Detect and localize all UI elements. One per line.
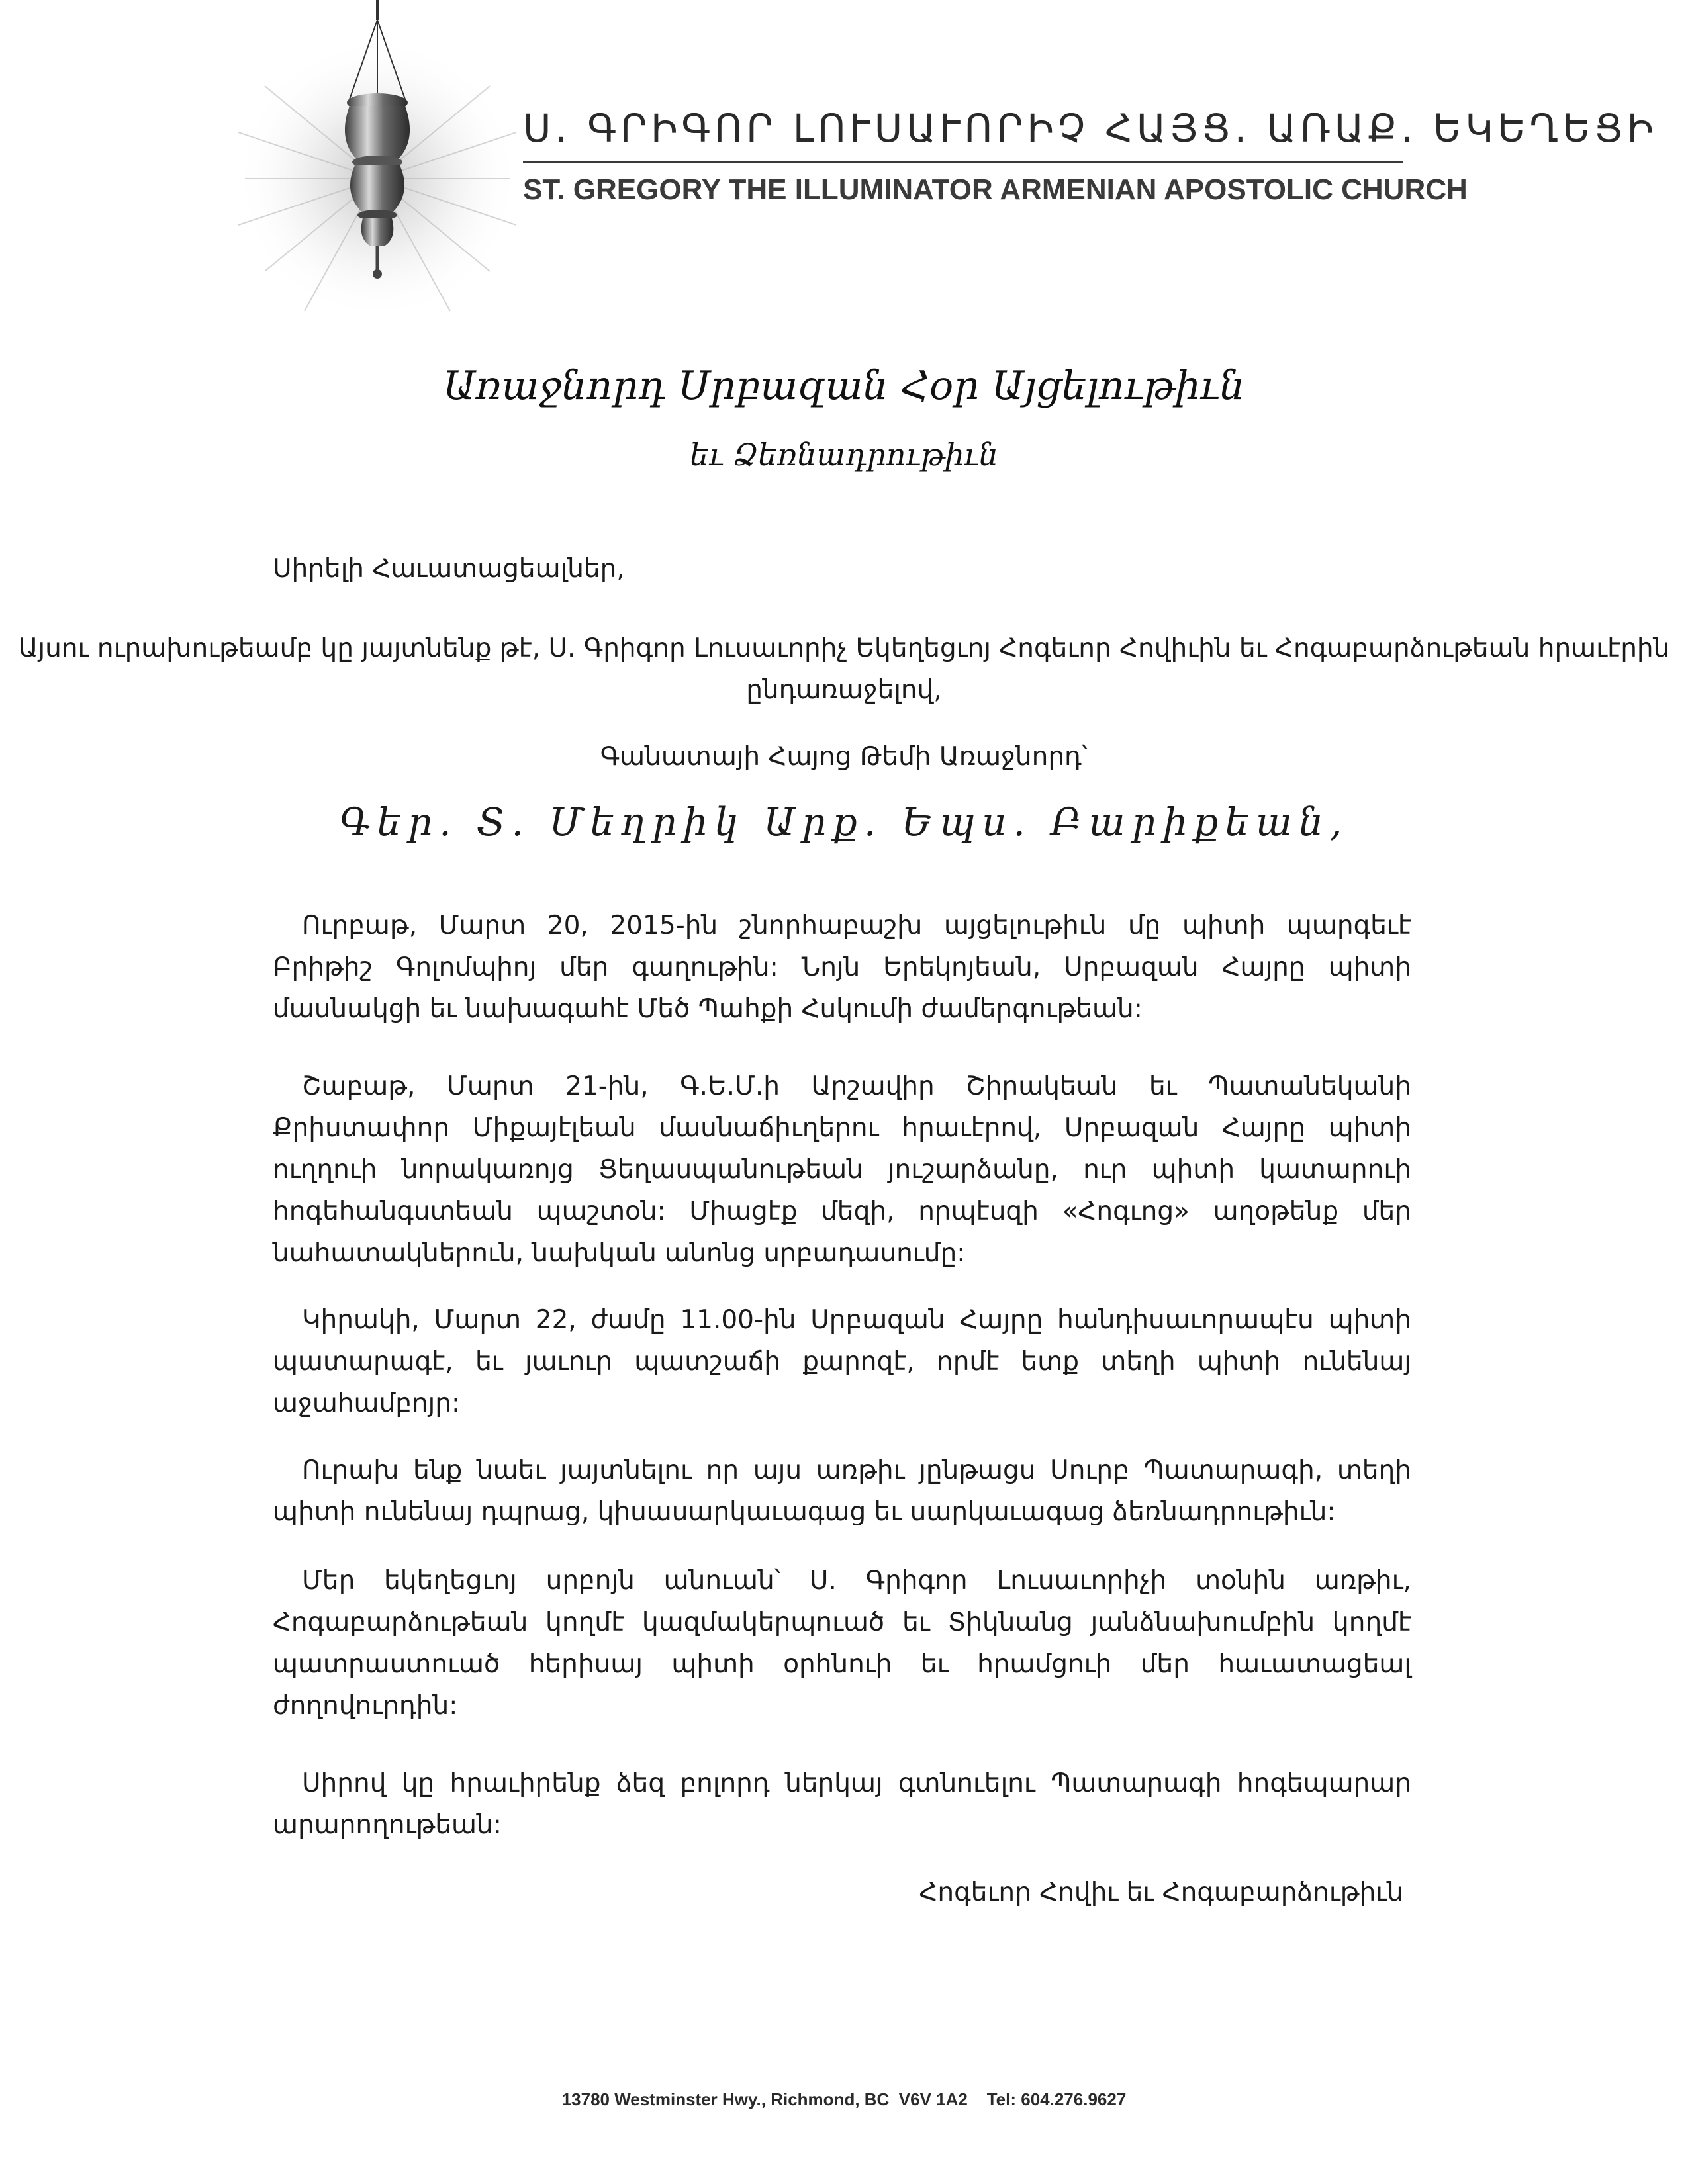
- letterhead: [238, 0, 1658, 344]
- church-name-english: ST. GREGORY THE ILLUMINATOR ARMENIAN APOSTOLIC CHURCH: [523, 173, 1468, 206]
- body-paragraph: Ուրախ ենք նաեւ յայտնելու որ այս առթիւ յընթացս Սուրբ Պատարագի, տեղի պիտի ունենայ դպրաց, կիսասարկաւագաց եւ սարկաւագաց ձեռնադրութիւն:: [273, 1455, 1411, 1527]
- primate-title: Գանատայի Հայոց Թեմի Առաջնորդ՝: [600, 742, 1088, 772]
- body-paragraph: Շաբաթ, Մարտ 21-ին, Գ.Ե.Մ.ի Արշավիր Շիրակեան եւ Պատանեկանի Քրիստափոր Միքայէլեան մասնաճիւղերու հրաւէրով, Սրբազան Հայրը պիտի ուղղուի նորակառոյց Ցեղասպանութեան յուշարձանը, ուր պիտի կատարուի հոգեհանգստեան պաշտօն: Միացէք մեզի, որպէսզի «Հոգւոց» աղօթենք մեր նահատակներուն, նախկան անոնց սրբադասումը:: [273, 1071, 1411, 1268]
- church-name-armenian: Ս. ԳՐԻԳՈՐ ԼՈՒՍԱՒՈՐԻՉ ՀԱՅՑ. ԱՌԱՔ. ԵԿԵՂԵՑԻ: [523, 106, 1658, 151]
- body-paragraph: Սիրով կը հրաւիրենք ձեզ բոլորդ ներկայ գտնուելու Պատարագի հոգեպարար արարողութեան:: [273, 1768, 1411, 1840]
- intro-paragraph: Այսու ուրախութեամբ կը յայտնենք թէ, Ս. Գրիգոր Լուսաւորիչ Եկեղեցւոյ Հոգեւոր Հովիւին եւ Հոգաբարձութեան հրաւէրին ընդառաջելով,: [18, 633, 1670, 705]
- primate-name: Գեր. Տ. Մեղրիկ Արք. Եպս. Բարիքեան,: [339, 799, 1349, 844]
- signature: Հոգեւոր Հովիւ եւ Հոգաբարձութիւն: [919, 1878, 1403, 1907]
- document-title: Առաջնորդ Սրբազան Հօր Այցելութիւն: [443, 363, 1245, 409]
- footer-address: 13780 Westminster Hwy., Richmond, BC V6V 1A2 Tel: 604.276.9627: [561, 2089, 1127, 2109]
- hanging-lamp-icon: [238, 0, 516, 344]
- salutation: Սիրելի Հաւատացեալներ,: [273, 554, 625, 584]
- body-paragraph: Կիրակի, Մարտ 22, ժամը 11.00-ին Սրբազան Հայրը հանդիսաւորապէս պիտի պատարագէ, եւ յաւուր պատշաճի քարոզէ, որմէ ետք տեղի պիտի ունենայ աջահամբոյր:: [273, 1305, 1411, 1418]
- body-paragraph: Մեր եկեղեցւոյ սրբոյն անուան՝ Ս. Գրիգոր Լուսաւորիչի տօնին առթիւ, Հոգաբարձութեան կողմէ կազմակերպուած եւ Տիկնանց յանձնախումբին կողմէ պատրաստուած հերիսայ պիտի օրհնուի եւ հրամցուի մեր հաւատացեալ ժողովուրդին:: [273, 1566, 1411, 1721]
- header-divider: [523, 161, 1403, 163]
- body-paragraph: Ուրբաթ, Մարտ 20, 2015-ին շնորհաբաշխ այցելութիւն մը պիտի պարգեւէ Բրիթիշ Գոլոմպիոյ մեր գաղութին: Նոյն Երեկոյեան, Սրբազան Հայրը պիտի մասնակցի եւ նախագահէ Մեծ Պահքի Հսկումի ժամերգութեան:: [273, 911, 1411, 1024]
- document-subtitle: եւ Ձեռնադրութիւն: [690, 437, 998, 473]
